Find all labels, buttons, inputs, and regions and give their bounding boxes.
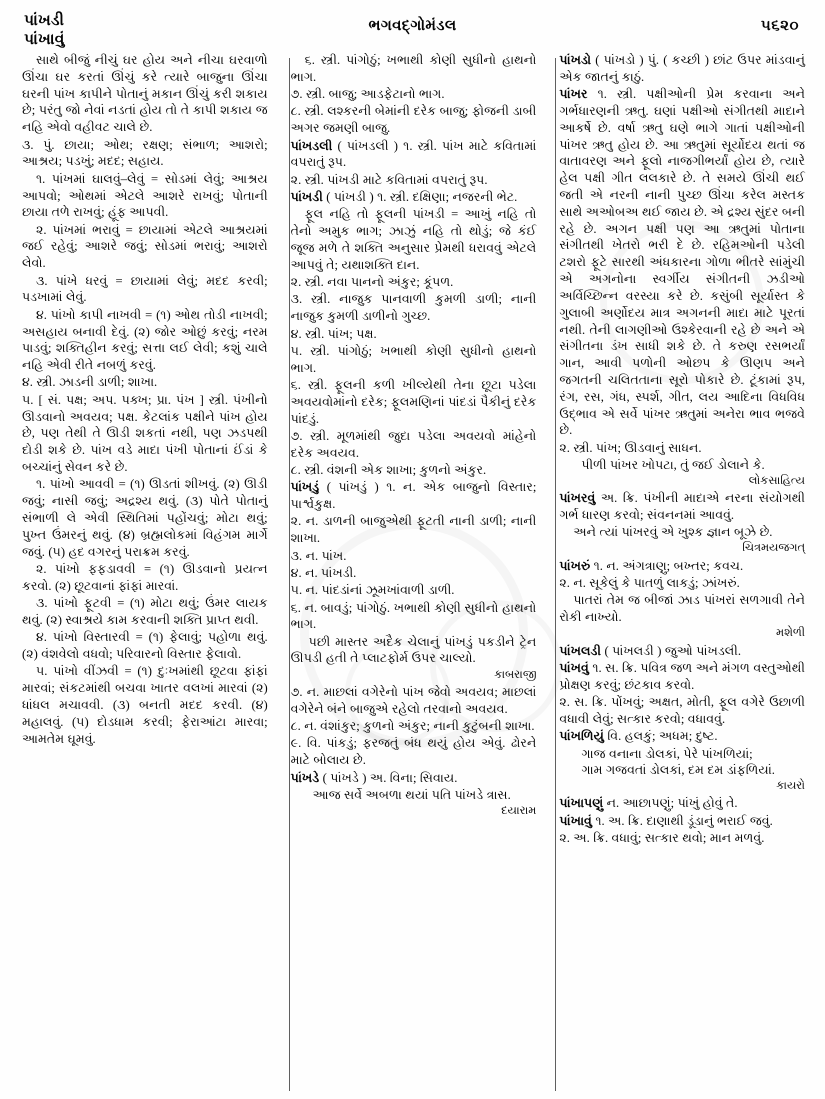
dictionary-entry xyxy=(559,660,805,694)
entry-sense: ૬. સ્ત્રી. ફૂલની કળી ખીલ્યેથી તેના છૂટા પડેલા અવયવોમાંનો દરેક; ફૂલમણિનાં પાંદડાં પૈકીનું દરેક પાંદડું. xyxy=(290,377,537,426)
dictionary-entry xyxy=(559,52,805,86)
entry-sense: અને ત્યાં પાંખરવું એ ખુશ્ક જ્ઞાન બૂઝે છે. xyxy=(573,525,773,540)
entry-headword: પાંખવું xyxy=(559,660,589,675)
entry-definition: વિ. હલકું; અધમ; દુષ્ટ. xyxy=(607,729,718,744)
entry-sense: ૪. પાંખો કાપી નાખવી = (૧) ઓથ તોડી નાખવી; અસહાય બનાવી દેવું. (૨) જોર ઓછું કરવું; નરમ પાડવું; શક્તિહીન કરવું; સત્તા લઈ લેવી; કશું ચાલે નહિ એવી રીતે નબળું કરવું. xyxy=(22,307,268,373)
dictionary-entry xyxy=(559,795,805,812)
book-title: ભગવદ્ગોમંડલ xyxy=(368,18,457,34)
entry-headword: પાંખડલી xyxy=(290,138,333,153)
text-columns xyxy=(0,52,825,1091)
entry-sense: ૩. પાંખે ધરવું = છાયામાં લેવું; મદદ કરવી; પડખામાં લેવું. xyxy=(22,273,268,305)
entry-sense: ૭. સ્ત્રી. બાજુ; આડફેટાનો ભાગ. xyxy=(290,87,445,102)
dictionary-entry xyxy=(291,479,537,513)
entry-attribution: મશેળી xyxy=(776,627,806,640)
dictionary-entry xyxy=(559,728,805,745)
dictionary-entry xyxy=(291,770,537,787)
entry-headword: પાંખાપણું xyxy=(559,796,604,811)
entry-definition: અ. ક્રિ. પંખીની માદાએ નરના સંયોગથી ગર્ભ ધારણ કરવો; સંવનનમાં આવવું. xyxy=(559,491,806,522)
running-head-first-entry: પાંખડી xyxy=(24,12,65,29)
entry-sense: સાથે બીજું નીચું ઘર હોય અને નીચા ઘરવાળો ઊંચા ઘર કરતાં ઊંચું કરે ત્યારે બાજુના ઊંચા ઘરની પાંખ કાપીને પોતાનું મકાન ઊંચું કરી શકાય છે; પરંતુ જો નેવાં નડતાં હોય તો તે કાપી શકાય જ નહિ એવો વહીવટ ચાલે છે. xyxy=(22,53,268,135)
entry-headword: પાંખડે xyxy=(290,770,320,785)
entry-verse-line: પીળી પાંખર ખોપટા, તું જઈ ડોલાને કે. xyxy=(581,458,765,472)
entry-sense: ૪. સ્ત્રી. ઝાડની ડાળી; શાખા. xyxy=(22,375,158,390)
dictionary-entry xyxy=(559,813,805,830)
entry-definition: ( પાંખલડી ) જુઓ પાંખડલી. xyxy=(604,643,742,658)
entry-attribution: કાબરાજી xyxy=(494,668,537,681)
entry-sense: ૩. સ્ત્રી. નાજુક પાનવાળી કુમળી ડાળી; નાની નાજુક કુમળી ડાળીનો ગુચ્છ. xyxy=(290,292,537,324)
entry-definition: ૧. સ. ક્રિ. પવિત્ર જળ અને મંગળ વસ્તુઓથી પ્રોક્ષણ કરવું; છંટકાવ કરવો. xyxy=(559,660,806,692)
entry-definition: ( પાંખડો ) પું. ( કચ્છી ) છાંટ ઉપર માંડવાનું એક જાતનું કાઠું. xyxy=(559,53,806,84)
entry-definition: ( પાંખડું ) ૧. ન. એક બાજુનો વિસ્તાર; પાર્શ્વકુક્ષ. xyxy=(290,480,537,512)
entry-definition: ( પાંખડી ) ૧. સ્ત્રી. દક્ષિણા; નજરની ભેટ. xyxy=(326,190,518,204)
entry-definition: ૧. અ. ક્રિ. દાણાથી ડૂંડાનું ભરાઈ જવું. xyxy=(595,813,773,828)
entry-verse-line: ગાજ વનાના ડોલકાં, પેરે પાંખળિયાં; xyxy=(581,746,753,761)
entry-sense: ૨. ન. ડાળની બાજુએથી ફૂટતી નાની ડાળી; નાની શાખા. xyxy=(290,514,537,546)
entry-sense: ૧. પાંખમાં ઘાલવું–લેવું = સોડમાં લેવું; આશ્રય આપવો; ઓથમાં એટલે આશરે રાખવું; પોતાની છાયા તળે રાખવું; હૂંફ આપવી. xyxy=(22,171,268,220)
entry-definition: ન. આછાપણું; પાંખું હોવું તે. xyxy=(606,796,738,811)
entry-verse-line: ગામ ગજવતાં ડોલકાં, દમ દમ ડાંફળિયાં. xyxy=(581,763,775,778)
entry-sense: ૫. [ સં. પક્ષ; અપ. પક્ખ; પ્રા. પંખ ] સ્ત્રી. પંખીનો ઊડવાનો અવયવ; પક્ષ. કેટલાંક પક્ષીને પાંખ હોય છે, પણ તેથી તે ઊડી શકતાં નથી, પણ ઝડપથી દોડી શકે છે. પાંખ વડે માદા પંખી પોતાનાં ઈંડાં કે બચ્ચાંનું સેવન કરે છે. xyxy=(22,392,268,474)
entry-sense: ૧. પાંખો આવવી = (૧) ઊડતાં શીખવું. (૨) ઊડી જવું; નાસી જવું; અદ્રશ્ય થવું. (૩) પોતે પોતાનું સંભાળી લે એવી સ્થિતિમાં પહોંચવું; મોટા થવું; પુખ્ત ઉંમરનું થવું. (૪) બ્રહ્મલોકમાં વિહંગમ માર્ગે જવું. (૫) હદ વગરનું પરાક્રમ કરવું. xyxy=(22,477,268,559)
dictionary-entry xyxy=(291,138,537,172)
entry-sense: ૪. સ્ત્રી. પાંખ; પક્ષ. xyxy=(290,326,377,341)
entry-headword: પાંખળિયું xyxy=(559,729,604,744)
entry-sense: ૩. ન. પાંખ. xyxy=(290,548,347,563)
entry-sense: ૨. સ્ત્રી. પાંખ; ઊડવાનું સાધન. xyxy=(559,440,702,455)
entry-attribution: દયારામ xyxy=(501,804,537,817)
entry-verse-line: આજ સર્વે અબળા થયાં પતિ પાંખડે ત્રાસ. xyxy=(312,787,511,802)
entry-sense: ૨. પાંખમાં ભરાવું = છાયામાં એટલે આશ્રયમાં જઈ રહેવું; આશરે જવું; સોડમાં ભરાવું; આશરો લેવો. xyxy=(22,222,268,271)
entry-headword: પાંખલડી xyxy=(559,643,601,658)
entry-sense: ૩. પાંખો ફૂટવી = (૧) મોટા થવું; ઉંમર લાયક થવું. (૨) સ્વાશ્રયે કામ કરવાની શક્તિ પ્રાપ્ત થવી. xyxy=(22,596,268,627)
page-header xyxy=(0,0,825,52)
entry-definition: ૧. સ્ત્રી. પક્ષીઓની પ્રેમ કરવાના અને ગર્ભધારણની ઋતુ. ઘણાં પક્ષીઓ સંગીતથી માદાને આકર્ષે છે. વર્ષા ઋતુ ઘણે ભાગે ગાતાં પક્ષીઓની પાંખર ઋતુ હોય છે. આ ઋતુમાં સૂર્યોદય થતાં જ વાતાવરણ અને ફૂલો નાજગીભર્યાં હોય છે, ત્યારે હેલ પક્ષી ગીત લલકારે છે. તે સમયે ઊંચી થઈ જતી એ નરની નાની પુચ્છ ઊંચા કરેલ મસ્તક સાથે અઓબઅ થઈ જાય છે. એ દ્રશ્ય સુંદર બની રહે છે. અગન પક્ષી પણ આ ઋતુમાં પોતાના સંગીતથી ખેતરો ભરી દે છે. રહિમઓની પડેલી ટશરો ફૂટે સારથી અંધકારના ગોળા ભીતરે સાંમુંચી એ અગનોના સ્વર્ગીય સંગીતની ઝડીઓ અર્વિચ્છિન્ન વરસ્યા કરે છે. કસુંબી સૂર્યાસ્ત કે ગુલાબી અર્ણોદય માત્ર અગનની માદા માટે પૂરતાં નથી. તેની લાગણીઓ ઉશ્કેરવાની રહે છે અને એ સંગીતના ડંખ સાધી શકે છે. તે કરુણ રસભર્યાં ગાન, આવી પળોની ઓછપ કે ઊણપ અને જગતની ચલિતતાના સૂરો પોકારે છે. ટૂંકામાં રૂપ, રંગ, રસ, ગંધ, સ્પર્શ, ગીત, લય આદિના વિધવિધ ઉદ્‌ભાવ એ સર્વે પાંખર ઋતુમાં અનેરા ભાવ ભજવે છે. xyxy=(559,87,806,438)
entry-attribution: કાયરો xyxy=(776,780,806,793)
dictionary-entry xyxy=(559,86,805,439)
entry-headword: પાંખડું xyxy=(290,480,320,495)
entry-sense: ૮. ન. વંશાંકુર; કુળનો અંકુર; નાની કુટુંબની શાખા. xyxy=(290,719,535,734)
entry-sense: ૭. સ્ત્રી. મૂળમાંથી જુદા પડેલા અવયવો માંહેનો દરેક અવયવ. xyxy=(290,428,537,460)
entry-sense: ૫. સ્ત્રી. પાંગોઠું; ખભાથી કોણી સુધીનો હાથનો ભાગ. xyxy=(290,343,537,375)
dictionary-entry xyxy=(559,558,805,575)
column-2 xyxy=(280,52,548,1091)
dictionary-entry xyxy=(559,643,805,660)
entry-headword: પાંખરવું xyxy=(559,491,596,506)
entry-sense: ૮. સ્ત્રી. વંશની એક શાખા; કુળનો અંકુર. xyxy=(290,463,487,477)
entry-sense: ૪. પાંખો વિસ્તારવી = (૧) ફેલાવું; પહોળા થવું. (૨) વંશવેલો વધવો; પરિવારનો વિસ્તાર ફેલાવો. xyxy=(22,630,268,661)
entry-sense: ૬. ન. બાવડું; પાંગોઠું. ખભાથી કોણી સુધીનો હાથનો ભાગ. xyxy=(290,600,537,632)
entry-headword: પાંખર xyxy=(559,87,588,102)
entry-sense: ૭. ન. માછલાં વગેરેનો પાંખ જેવો અવયવ; માછલાં વગેરેને બંને બાજુએ રહેલો તરવાનો અવયવ. xyxy=(290,684,537,716)
entry-sense: ફૂલ નહિ તો ફૂલની પાંખડી = આખું નહિ તો તેનો અમુક ભાગ; ઝાઝું નહિ તો થોડું; જે કંઈ જૂજ મળે તે શક્તિ અનુસાર પ્રેમથી ધરાવવું એટલે આપવું તે; યથાશક્તિ દાન. xyxy=(290,207,537,272)
entry-definition: ( પાંખડલી ) ૧. સ્ત્રી. પાંખ માટે કવિતામાં વપરાતું રૂપ. xyxy=(290,138,537,170)
entry-sense: ૫. ન. પાંદડાંનાં ઝૂમખાંવાળી ડાળી. xyxy=(290,583,455,598)
entry-sense: ૨. પાંખો ફફડાવવી = (૧) ઊડવાનો પ્રયત્ન કરવો. (૨) છૂટવાનાં ફાંફાં મારવાં. xyxy=(22,561,268,593)
column-1 xyxy=(20,52,280,1091)
entry-sense: ૮. સ્ત્રી. લશ્કરની બેમાંની દરેક બાજુ; ફોજની ડાબી અગર જમણી બાજુ. xyxy=(290,104,537,136)
column-3 xyxy=(547,52,807,1091)
dictionary-entry xyxy=(291,189,537,206)
entry-sense: ૨. ન. સૂકેલું કે પાતળું લાકડું; ઝાંખરું. xyxy=(559,576,740,590)
entry-attribution: લોકસાહિત્ય xyxy=(748,474,806,487)
entry-sense: ૬. સ્ત્રી. પાંગોઠું; ખભાથી કોણી સુધીનો હાથનો ભાગ. xyxy=(290,53,537,84)
entry-sense: ૨. અ. ક્રિ. વધાવું; સત્કાર થવો; માન મળવું. xyxy=(559,831,765,845)
running-head-last-entry: પાંખાવું xyxy=(24,30,65,48)
entry-definition: ( પાંખડે ) અ. વિના; સિવાય. xyxy=(322,770,458,785)
entry-sense: ૪. ન. પાંખડી. xyxy=(290,565,357,580)
entry-sense: ૨. સ્ત્રી. પાંખડી માટે કવિતામાં વપરાતું રૂપ. xyxy=(290,172,488,187)
entry-headword: પાંખડો xyxy=(559,53,592,67)
entry-sense: ૫. પાંખો વીંઝવી = (૧) દુઃખમાંથી છૂટવા ફાંફાં મારવાં; સંકટમાંથી બચવા ખાતર વલખાં મારવાં (૨) ધાંધલ મચાવવી. (૩) બનતી મદદ કરવી. (૪) મહાલવું. (૫) દોડધામ કરવી; ફેરાઆંટા મારવા; આમતેમ ઘૂમવું. xyxy=(22,664,268,746)
entry-definition: ૧. ન. અંગત્રાણુ; બખ્તર; કવચ. xyxy=(593,558,744,573)
entry-headword: પાંખડી xyxy=(290,190,323,204)
entry-quotation: પછી માસ્તર અદૈક ચેલાનું પાંખડું પકડીને ટ્રેન ઊપડી હતી તે પ્લાટફોર્મ ઉપર ચાલ્યો. xyxy=(290,634,537,666)
entry-sense: પાતરાં તેમ જ બીજાં ઝાડ પાંખરાં સળગાવી તેને રોકી નાખ્યો. xyxy=(559,593,806,625)
entry-headword: પાંખાવું xyxy=(559,813,592,828)
entry-headword: પાંખરું xyxy=(559,558,591,573)
entry-attribution: ચિત્રમયજગત્ xyxy=(742,542,806,555)
entry-sense: ૩. પું. છાયા; ઓથ; રક્ષણ; સંભાળ; આશરો; આશ્રય; પડખું; મદદ; સહાય. xyxy=(22,137,268,169)
dictionary-entry xyxy=(559,490,805,524)
entry-sense: ૨. સ્ત્રી. નવા પાનનો અંકુર; કૂંપળ. xyxy=(290,275,454,290)
entry-sense: ૨. સ. ક્રિ. પોંખવું; અક્ષત, મોતી, ફૂલ વગેરે ઉછાળી વધાવી લેવું; સત્કાર કરવો; વધાવવું. xyxy=(559,695,806,726)
entry-sense: ૯. વિ. પાંકડું; ફરજતું બંધ થયું હોય એવું. ઢોરને માટે બોલાય છે. xyxy=(290,736,537,768)
page-number: ૫૬૨૦ xyxy=(760,18,799,34)
